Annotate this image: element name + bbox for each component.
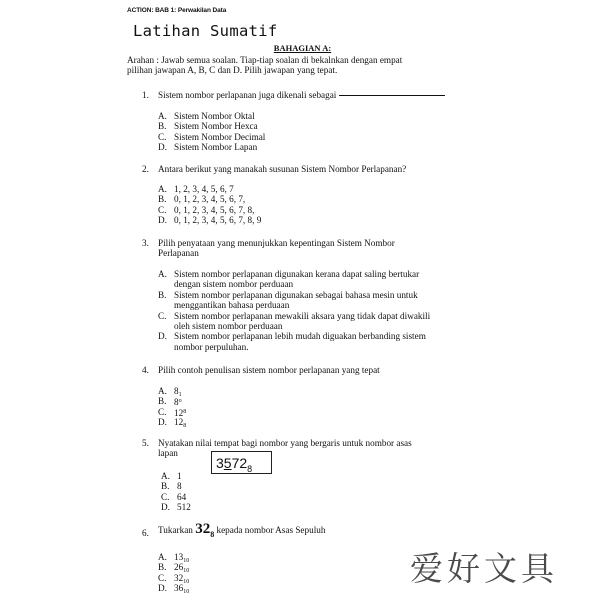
question-2 [142, 164, 407, 174]
option: A. $13_{10}$ [158, 552, 190, 564]
question-number: 4. [142, 365, 149, 375]
question-number: 1. [142, 90, 149, 100]
watermark: 爱好文具 [410, 549, 558, 588]
question-number: 5. [142, 438, 149, 448]
question-text: Antara berikut yang manakah susunan Sistem Nombor Perlapanan? [158, 164, 407, 174]
question-text: Tukarkan [158, 525, 193, 535]
section-heading: BAHAGIAN A: [273, 43, 332, 53]
question-text: Nyatakan nilai tempat bagi nombor yang bergaris untuk nombor asas [158, 438, 412, 448]
options-q1 [158, 111, 266, 153]
instructions-line: pilihan jawapan A, B, C dan D. Pilih jawapan yang tepat. [127, 65, 338, 76]
options-q5 [161, 471, 191, 513]
option: C. 0, 1, 2, 3, 4, 5, 6, 7, 8, [158, 204, 255, 215]
running-header: ACTION: BAB 1: Perwakilan Data [127, 7, 227, 14]
option: C. 64 [161, 491, 187, 502]
option: D. 0, 1, 2, 3, 4, 5, 6, 7, 8, 9 [158, 215, 262, 226]
page-title: Latihan Sumatif [133, 22, 278, 40]
question-number: 6. [142, 528, 149, 538]
number-box: $3572_8$ [211, 451, 272, 474]
options-q4 [158, 386, 187, 430]
question-text: kepada nombor Asas Sepuluh [216, 525, 326, 535]
option: B. Sistem nombor perlapanan digunakan sebagai bahasa mesin untuk menggantikan bahasa perduaan [158, 289, 418, 311]
option: A. Sistem Nombor Oktal [158, 111, 255, 121]
option: D. 512 [161, 502, 191, 513]
option: D. Sistem Nombor Lapan [158, 142, 258, 153]
option: C. $32_{10}$ [158, 572, 190, 585]
instructions [127, 55, 487, 76]
question-3 [142, 238, 395, 259]
answer-blank [339, 95, 445, 96]
underlined-digit: 5 [223, 455, 232, 471]
question-number: 2. [142, 164, 149, 174]
option: D. Sistem nombor perlapanan lebih mudah diguakan berbanding sistem nombor perpuluhan. [158, 331, 426, 352]
question-number: 3. [142, 238, 149, 248]
options-q2 [158, 184, 262, 226]
option: B. 8 [161, 481, 182, 492]
option: B. $26_{10}$ [158, 562, 190, 575]
option: A. $8_1$ [158, 386, 182, 398]
options-q3 [158, 269, 431, 352]
option: A. 1 [161, 471, 182, 481]
options-q6 [158, 552, 190, 596]
question-4 [142, 365, 380, 375]
option: B. Sistem Nombor Hexca [158, 121, 258, 132]
question-5 [142, 438, 412, 459]
option: C. $12^8$ [158, 406, 187, 418]
option: A. 1, 2, 3, 4, 5, 6, 7 [158, 184, 234, 194]
option: C. Sistem Nombor Decimal [158, 131, 266, 142]
option: D. $12_8$ [158, 417, 187, 430]
option: B. 0, 1, 2, 3, 4, 5, 6, 7, [158, 194, 246, 205]
option: A. Sistem nombor perlapanan digunakan kerana dapat saling bertukar dengan sistem nombor perduaan [158, 269, 420, 290]
question-text: Sistem nombor perlapanan juga dikenali sebagai [158, 90, 337, 100]
question-6 [142, 521, 326, 539]
option: D. $36_{10}$ [158, 583, 190, 596]
question-text: lapan [158, 448, 178, 459]
question-text: Perlapanan [158, 248, 199, 259]
option: C. Sistem nombor perlapanan mewakili aksara yang tidak dapat diwakili oleh sistem nombor perduaan [158, 310, 431, 331]
question-1 [142, 90, 337, 100]
converted-number: $32_8$ [195, 521, 215, 539]
option: B. 8$^o$ [158, 396, 182, 408]
question-text: Pilih contoh penulisan sistem nombor perlapanan yang tepat [158, 365, 380, 375]
instructions-line: Arahan : Jawab semua soalan. Tiap-tiap soalan di bekalnkan dengan empat [127, 55, 403, 65]
question-text: Pilih penyataan yang menunjukkan kepentingan Sistem Nombor [158, 238, 395, 248]
